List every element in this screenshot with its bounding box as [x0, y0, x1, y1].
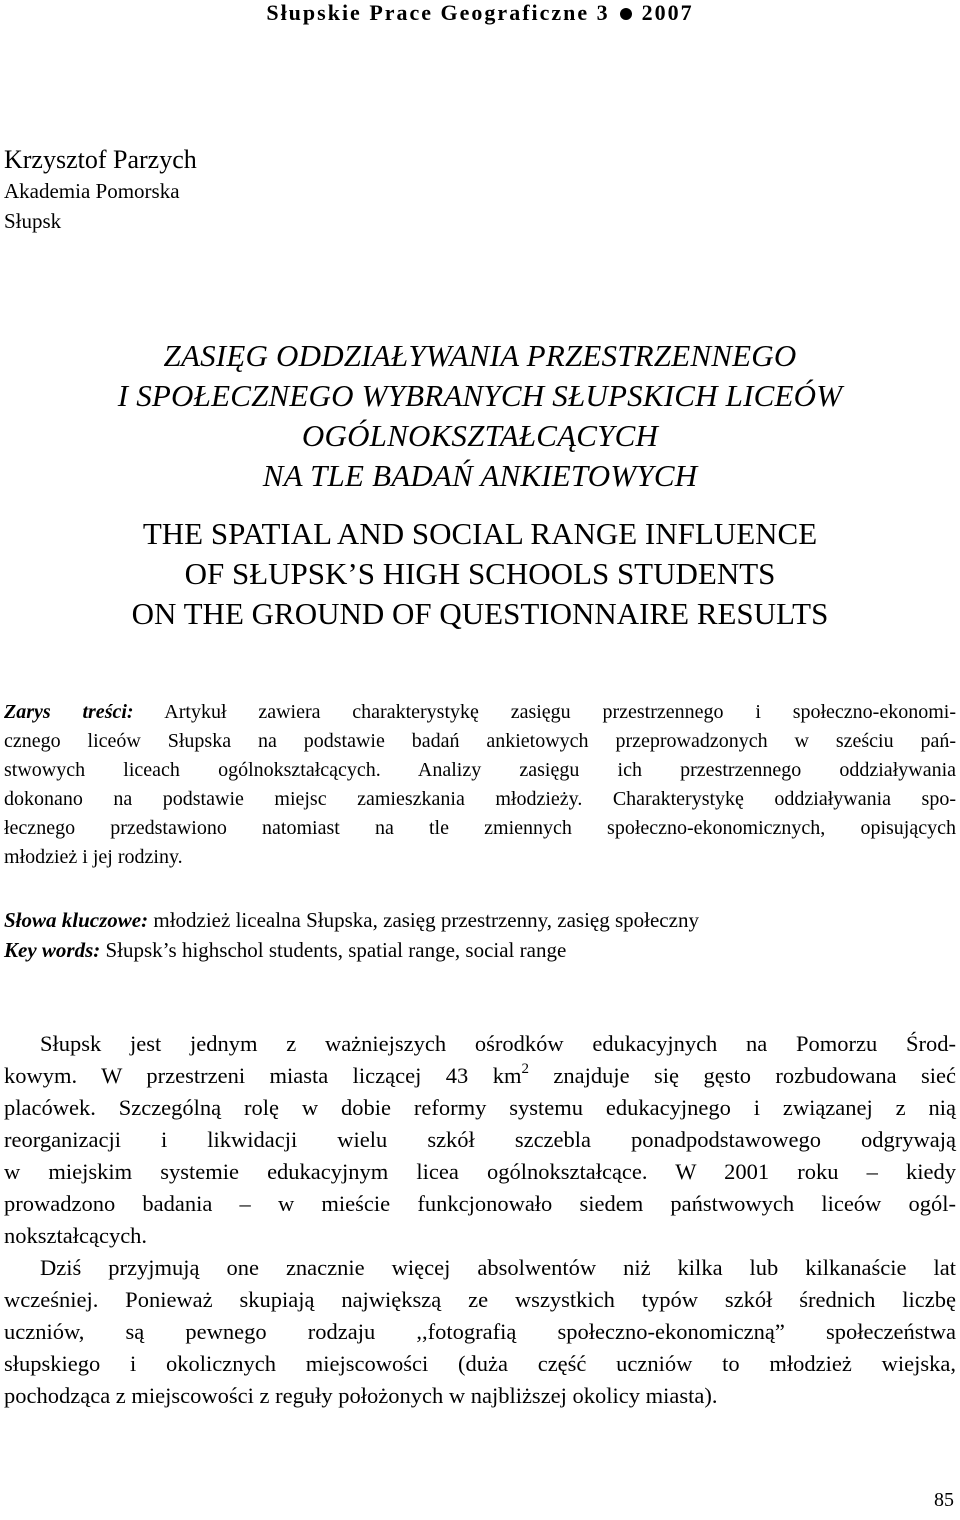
body-line: uczniów, są pewnego rodzaju ,,fotografią społeczno-ekonomiczną” społeczeństwa [4, 1319, 956, 1344]
author-block [4, 144, 197, 236]
title-en-line: THE SPATIAL AND SOCIAL RANGE INFLUENCE [142, 516, 818, 551]
keywords-en-label: Key words: [4, 938, 101, 962]
body-line: Słupsk jest jednym z ważniejszych ośrodków edukacyjnych na Pomorzu Środ- [40, 1031, 956, 1056]
body-line: prowadzono badania – w mieście funkcjonowało siedem państwowych liceów ogól- [4, 1191, 956, 1216]
abstract-line: cznego liceów Słupska na podstawie badań ankietowych przeprowadzonych w sześciu pań- [4, 730, 956, 752]
keywords-pl-label: Słowa kluczowe: [4, 908, 149, 932]
author-city: Słupsk [4, 209, 62, 233]
title-en-line: OF SŁUPSK’S HIGH SCHOOLS STUDENTS [184, 556, 776, 591]
abstract-line: Zarys treści: Artykuł zawiera charakterystykę zasięgu przestrzennego i społeczno-ekonomi- [4, 701, 956, 723]
body-line: pochodząca z miejscowości z reguły położonych w najbliższej okolicy miasta). [4, 1383, 718, 1408]
title-en-line: ON THE GROUND OF QUESTIONNAIRE RESULTS [131, 596, 829, 631]
body-text [4, 1028, 956, 1412]
body-line: placówek. Szczególną rolę w dobie reformy systemu edukacyjnego i związanej z nią [4, 1095, 956, 1120]
body-line: wcześniej. Ponieważ skupiają największą ze wszystkich typów szkół średnich liczbę [4, 1287, 956, 1312]
journal-name: Słupskie Prace Geograficzne 3 [266, 0, 610, 25]
body-line: kowym. W przestrzeni miasta liczącej 43 $km^2$ znajduje się gęsto rozbudowana sieć [4, 1061, 956, 1088]
author-name: Krzysztof Parzych [4, 145, 197, 174]
body-line: w miejskim systemie edukacyjnym licea ogólnokształcące. W 2001 roku – kiedy [4, 1159, 956, 1184]
body-line: Dziś przyjmują one znacznie więcej absolwentów niż kilka lub kilkanaście lat [40, 1255, 956, 1280]
title-pl-line: OGÓLNOKSZTAŁCĄCYCH [301, 418, 659, 453]
superscript: 2 [521, 1061, 529, 1077]
keywords-english [4, 935, 956, 965]
abstract-line: stwowych liceach ogólnokształcących. Analizy zasięgu ich przestrzennego oddziaływania [4, 759, 956, 781]
abstract-line: dokonano na podstawie miejsc zamieszkania młodzieży. Charakterystykę oddziaływania spo- [4, 788, 956, 810]
abstract-label: Zarys treści: [4, 701, 134, 723]
body-line: nokształcących. [4, 1223, 148, 1248]
title-pl-line: ZASIĘG ODDZIAŁYWANIA PRZESTRZENNEGO [163, 338, 797, 373]
keywords-polish [4, 905, 956, 935]
abstract [4, 698, 956, 872]
bullet-dot-icon [620, 8, 632, 20]
title-pl-line: NA TLE BADAŃ ANKIETOWYCH [262, 458, 698, 493]
body-line: reorganizacji i likwidacji wielu szkół szczebla ponadpodstawowego odgrywają [4, 1127, 956, 1152]
body-line: słupskiego i okolicznych miejscowości (duża część uczniów to młodzież wiejska, [4, 1351, 956, 1376]
title-pl-line: I SPOŁECZNEGO WYBRANYCH SŁUPSKICH LICEÓW [117, 378, 843, 413]
title-english [0, 514, 960, 634]
abstract-line: młodzież i jej rodziny. [4, 846, 183, 868]
title-polish [0, 336, 960, 496]
running-head [0, 0, 960, 26]
journal-year: 2007 [641, 0, 694, 25]
page-number: 85 [934, 1489, 954, 1511]
keywords-pl-text: młodzież licealna Słupska, zasięg przestrzenny, zasięg społeczny [148, 908, 699, 932]
abstract-line: łecznego przedstawiono natomiast na tle zmiennych społeczno-ekonomicznych, opisujących [4, 817, 956, 839]
author-institution: Akademia Pomorska [4, 179, 180, 203]
keywords-en-text: Słupsk’s highschol students, spatial range, social range [100, 938, 567, 962]
keywords-block [4, 905, 956, 965]
